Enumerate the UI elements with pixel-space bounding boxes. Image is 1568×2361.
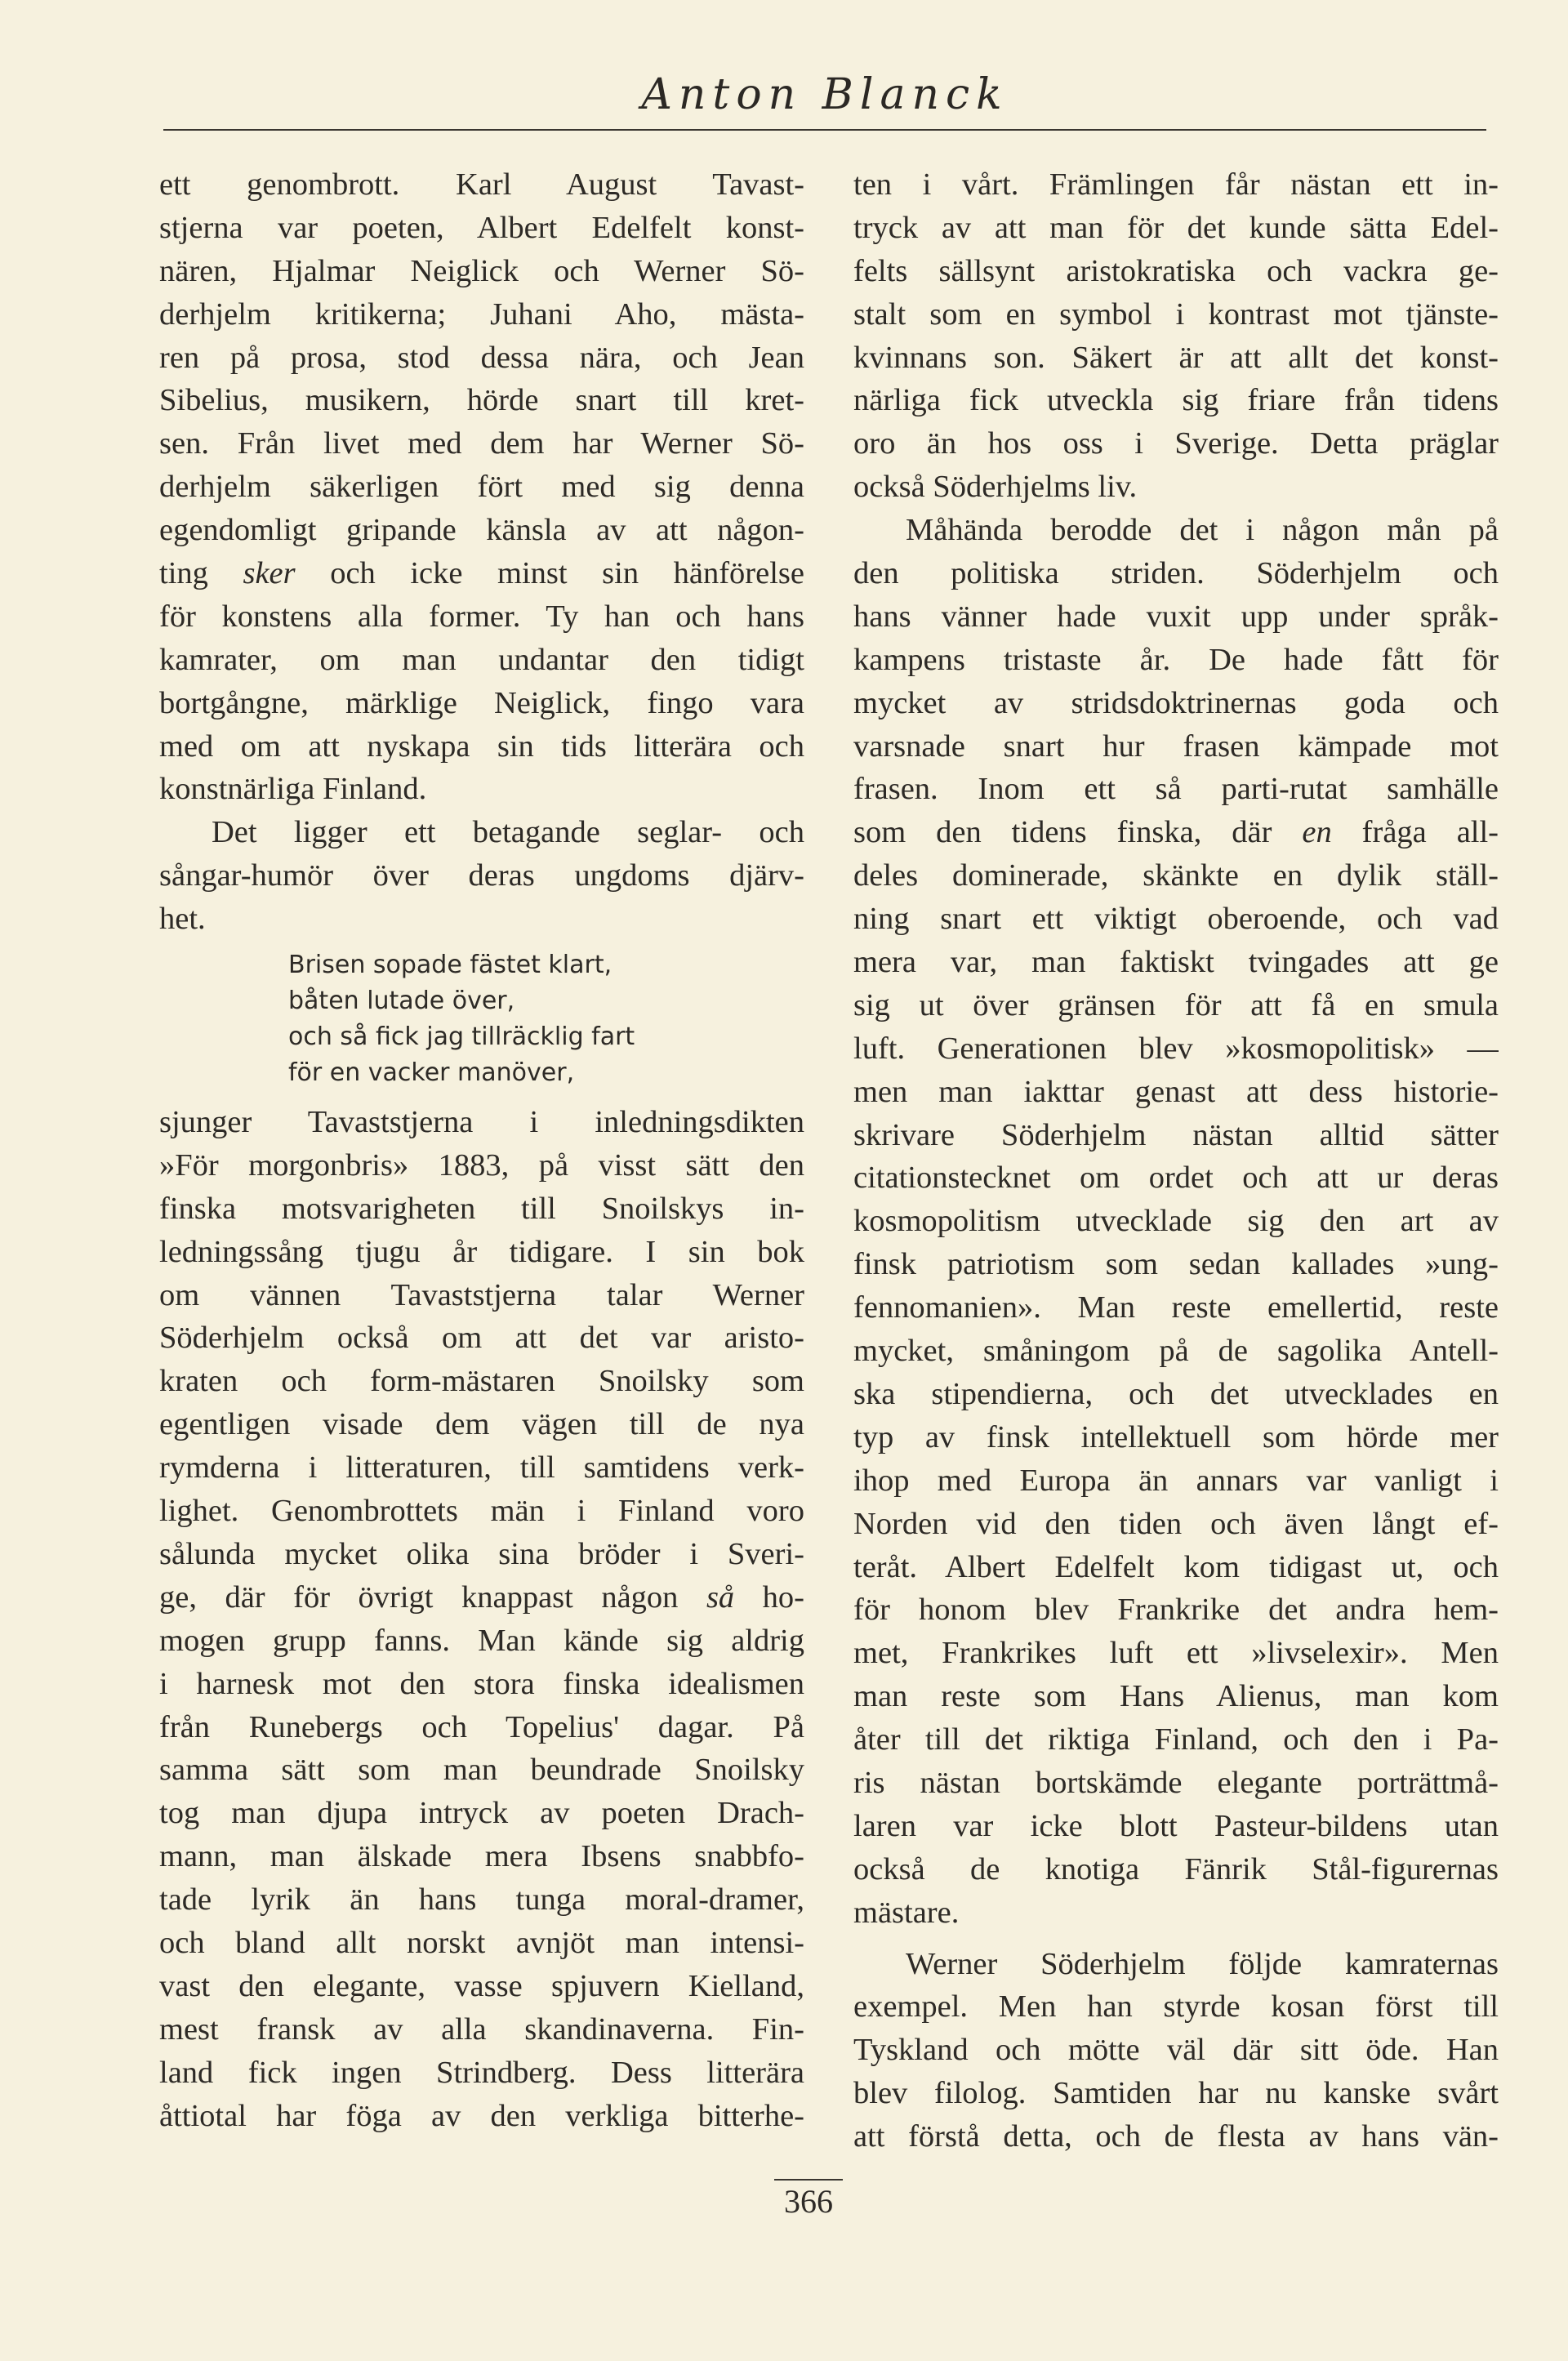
text-line: för konstens alla former. Ty han och hans: [159, 599, 804, 634]
text-line: mycket av stridsdoktrinernas goda och: [853, 685, 1499, 720]
text-segment: ge, där för övrigt knappast någon: [159, 1579, 706, 1615]
header-title: Anton Blanck: [641, 70, 1009, 119]
text-line: typ av finsk intellektuell som hörde mer: [853, 1419, 1499, 1454]
text-line: sålunda mycket olika sina bröder i Sveri-: [159, 1536, 804, 1571]
text-line: egendomligt gripande känsla av att någon-: [159, 513, 804, 548]
text-line: kampens tristaste år. De hade fått för: [853, 642, 1499, 677]
text-line: sångar-humör över deras ungdoms djärv-: [159, 858, 804, 893]
text-line: mann, man älskade mera Ibsens snabbfo-: [159, 1839, 804, 1874]
text-line: tryck av att man för det kunde sätta Edel-: [853, 210, 1499, 245]
text-line-with-emphasis: [159, 552, 804, 595]
text-line: tade lyrik än hans tunga moral-dramer,: [159, 1882, 804, 1918]
running-header: [163, 67, 1486, 132]
text-line: mest fransk av alla skandinaverna. Fin-: [159, 2011, 804, 2047]
text-line: ett genombrott. Karl August Tavast-: [159, 167, 804, 202]
text-line-with-emphasis: [853, 811, 1499, 854]
text-segment: som den tidens finska, där: [853, 815, 1303, 850]
text-line: kosmopolitism utvecklade sig den art av: [853, 1204, 1499, 1239]
text-line: citationstecknet om ordet och att ur deras: [853, 1160, 1499, 1196]
text-line: i harnesk mot den stora finska idealismen: [159, 1666, 804, 1701]
text-line: stalt som en symbol i kontrast mot tjänste-: [853, 296, 1499, 332]
text-line: också de knotiga Fänrik Stål-figurernas: [853, 1851, 1499, 1887]
text-line: varsnade snart hur frasen kämpade mot: [853, 728, 1499, 764]
text-line: hans vänner hade vuxit upp under språk-: [853, 599, 1499, 634]
text-line: ledningssång tjugu år tidigare. I sin bok: [159, 1234, 804, 1269]
header-rule: [163, 129, 1486, 131]
emphasis-word: en: [1302, 815, 1332, 850]
text-line: ren på prosa, stod dessa nära, och Jean: [159, 340, 804, 375]
text-line: ten i vårt. Främlingen får nästan ett in-: [853, 167, 1499, 202]
text-line: finsk patriotism som sedan kallades »ung-: [853, 1247, 1499, 1282]
text-line: felts sällsynt aristokratiska och vackra ge-: [853, 253, 1499, 288]
text-line: bortgångne, märklige Neiglick, fingo vara: [159, 685, 804, 720]
text-line: åttiotal har föga av den verkliga bitterhe-: [159, 2098, 804, 2133]
paragraph-first-line: Måhända berodde det i någon mån på: [906, 513, 1499, 548]
text-line: Sibelius, musikern, hörde snart till kret-: [159, 383, 804, 418]
text-segment: ho-: [734, 1579, 804, 1615]
text-segment: fråga all-: [1331, 815, 1499, 850]
text-segment: och icke minst sin hänförelse: [295, 556, 804, 591]
text-line: laren var icke blott Pasteur-bildens utan: [853, 1808, 1499, 1843]
text-line: sig ut över gränsen för att få en smula: [853, 987, 1499, 1022]
text-line: mycket, småningom på de sagolika Antell-: [853, 1334, 1499, 1369]
paragraph-first-line: Det ligger ett betagande seglar- och: [212, 815, 804, 850]
emphasis-word: sker: [243, 556, 296, 591]
text-line: finska motsvarigheten till Snoilskys in-: [159, 1191, 804, 1226]
text-line: sen. Från livet med dem har Werner Sö-: [159, 426, 804, 461]
text-line: ihop med Europa än annars var vanligt i: [853, 1463, 1499, 1498]
text-line: lighet. Genombrottets män i Finland voro: [159, 1494, 804, 1529]
text-line: Norden vid den tiden och även långt ef-: [853, 1506, 1499, 1541]
text-line: för honom blev Frankrike det andra hem-: [853, 1593, 1499, 1628]
text-line: närliga fick utveckla sig friare från tidens: [853, 383, 1499, 418]
text-line: oro än hos oss i Sverige. Detta präglar: [853, 426, 1499, 461]
text-line: mogen grupp fanns. Man kände sig aldrig: [159, 1623, 804, 1658]
text-line: man reste som Hans Alienus, man kom: [853, 1679, 1499, 1714]
text-line: Söderhjelm också om att det var aristo-: [159, 1321, 804, 1356]
right-column: [853, 163, 1499, 2158]
text-line: sjunger Tavaststjerna i inledningsdikten: [159, 1105, 804, 1140]
text-line: kraten och form-mästaren Snoilsky som: [159, 1364, 804, 1399]
text-line: kvinnans son. Säkert är att allt det konst-: [853, 340, 1499, 375]
text-line: ris nästan bortskämde elegante porträttmå-: [853, 1765, 1499, 1800]
text-line: derhjelm kritikerna; Juhani Aho, mästa-: [159, 296, 804, 332]
text-line: från Runebergs och Topelius' dagar. På: [159, 1709, 804, 1744]
text-line: »För morgonbris» 1883, på visst sätt den: [159, 1147, 804, 1183]
text-line: kamrater, om man undantar den tidigt: [159, 642, 804, 677]
text-line: ning snart ett viktigt oberoende, och vad: [853, 902, 1499, 937]
text-line: teråt. Albert Edelfelt kom tidigast ut, och: [853, 1549, 1499, 1584]
text-line: med om att nyskapa sin tids litterära och: [159, 728, 804, 764]
text-line: den politiska striden. Söderhjelm och: [853, 556, 1499, 591]
text-line: om vännen Tavaststjerna talar Werner: [159, 1277, 804, 1312]
emphasis-word: så: [706, 1579, 735, 1615]
text-line: tog man djupa intryck av poeten Drach-: [159, 1796, 804, 1831]
text-line: blev filolog. Samtiden har nu kanske svårt: [853, 2076, 1499, 2111]
text-line: deles dominerade, skänkte en dylik ställ-: [853, 858, 1499, 893]
text-line: mera var, man faktiskt tvingades att ge: [853, 945, 1499, 980]
text-line: stjerna var poeten, Albert Edelfelt konst-: [159, 210, 804, 245]
poem-line: för en vacker manöver,: [288, 1058, 575, 1088]
text-line: konstnärliga Finland.: [159, 772, 427, 807]
poem-quote: [159, 947, 804, 1091]
text-line: att förstå detta, och de flesta av hans vän-: [853, 2119, 1499, 2154]
paragraph-first-line: Werner Söderhjelm följde kamraternas: [906, 1946, 1499, 1981]
text-line: men man iakttar genast att dess historie-: [853, 1074, 1499, 1109]
text-line: met, Frankrikes luft ett »livselexir». Men: [853, 1636, 1499, 1671]
text-line: åter till det riktiga Finland, och den i Pa-: [853, 1722, 1499, 1757]
poem-line: Brisen sopade fästet klart,: [288, 951, 612, 980]
text-line: och bland allt norskt avnjöt man intensi-: [159, 1925, 804, 1960]
text-line-with-emphasis: [159, 1576, 804, 1619]
text-line: nären, Hjalmar Neiglick och Werner Sö-: [159, 253, 804, 288]
text-line: samma sätt som man beundrade Snoilsky: [159, 1753, 804, 1788]
poem-line: båten lutade över,: [288, 987, 515, 1016]
text-line: ska stipendierna, och det utvecklades en: [853, 1376, 1499, 1411]
text-line: rymderna i litteraturen, till samtidens verk-: [159, 1450, 804, 1486]
page-number: 366: [784, 2183, 833, 2220]
text-line: mästare.: [853, 1895, 960, 1930]
text-line: Tyskland och mötte väl där sitt öde. Han: [853, 2033, 1499, 2068]
text-line: luft. Generationen blev »kosmopolitisk» —: [853, 1031, 1499, 1066]
text-line: skrivare Söderhjelm nästan alltid sätter: [853, 1117, 1499, 1152]
left-column: [159, 163, 804, 2137]
text-line: fennomanien». Man reste emellertid, reste: [853, 1290, 1499, 1325]
page-number-rule: [774, 2179, 843, 2181]
text-segment: ting: [159, 556, 243, 591]
text-line: het.: [159, 902, 206, 937]
poem-line: och så fick jag tillräcklig fart: [288, 1022, 635, 1052]
text-line: också Söderhjelms liv.: [853, 470, 1138, 505]
text-line: land fick ingen Strindberg. Dess litterära: [159, 2055, 804, 2090]
text-line: vast den elegante, vasse spjuvern Kielland,: [159, 1968, 804, 2003]
text-line: derhjelm säkerligen fört med sig denna: [159, 470, 804, 505]
text-line: egentligen visade dem vägen till de nya: [159, 1407, 804, 1442]
text-line: exempel. Men han styrde kosan först till: [853, 1989, 1499, 2025]
text-line: frasen. Inom ett så parti-rutat samhälle: [853, 772, 1499, 807]
paragraph-gap: [853, 1935, 1499, 1943]
